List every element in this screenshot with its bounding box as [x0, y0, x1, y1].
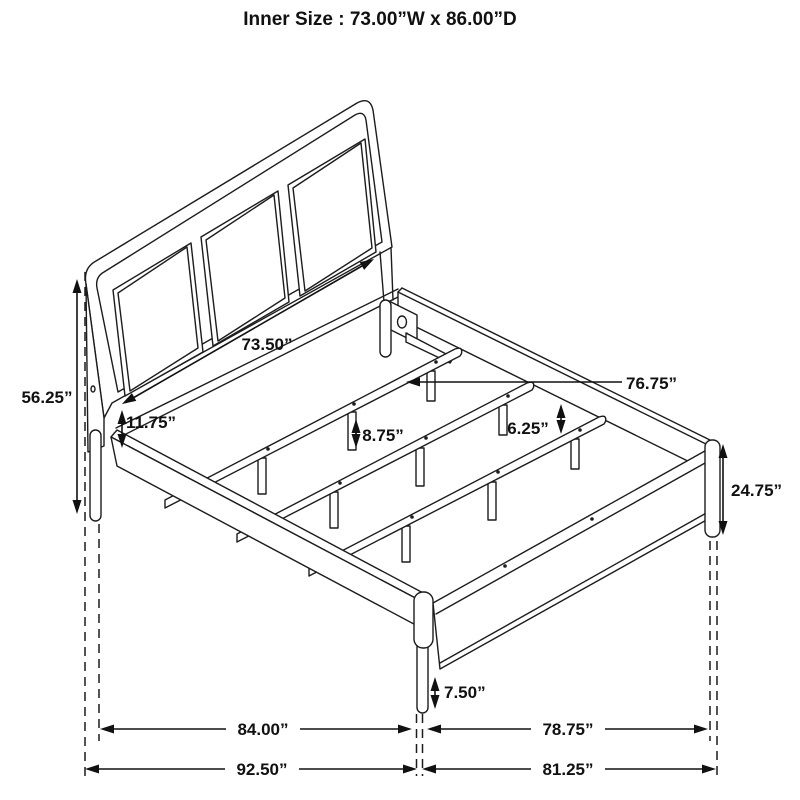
dim-label-slat-length: 76.75” — [626, 374, 678, 393]
dim-label-slat-gap: 6.25” — [507, 419, 549, 438]
footboard — [414, 440, 720, 713]
slat-leg — [416, 448, 424, 486]
dim-label-foot-leg-span: 78.75” — [542, 720, 594, 739]
footboard-panel — [433, 447, 719, 669]
dim-label-footboard-height: 24.75” — [731, 481, 783, 500]
slat-leg — [427, 371, 435, 401]
footboard-right-post — [705, 440, 720, 537]
dim-label-footboard-leg: 7.50” — [444, 683, 486, 702]
slat-leg — [258, 458, 266, 494]
dimension-slat-length — [406, 378, 622, 387]
diagram-title: Inner Size : 73.00”W x 86.00”D — [243, 9, 517, 30]
dim-label-overall-depth: 92.50” — [236, 760, 288, 779]
dim-label-overall-width: 81.25” — [542, 760, 594, 779]
slat-leg — [402, 526, 410, 562]
dim-label-side-leg-span: 84.00” — [237, 720, 289, 739]
slat-leg — [330, 492, 338, 528]
slat-leg — [488, 482, 496, 520]
dimension-headboard-height — [73, 279, 82, 514]
dimension-slat-gap — [557, 404, 566, 434]
slat-leg — [571, 439, 579, 469]
dimension-footboard-leg — [431, 677, 440, 709]
slat-leg — [499, 405, 507, 435]
dim-label-inner-width: 73.50” — [241, 335, 293, 354]
dim-label-deck-height: 11.75” — [125, 413, 177, 432]
footboard-corner-post — [414, 592, 433, 648]
dim-label-headboard-height: 56.25” — [21, 388, 73, 407]
dim-label-leg-height: 8.75” — [362, 426, 404, 445]
